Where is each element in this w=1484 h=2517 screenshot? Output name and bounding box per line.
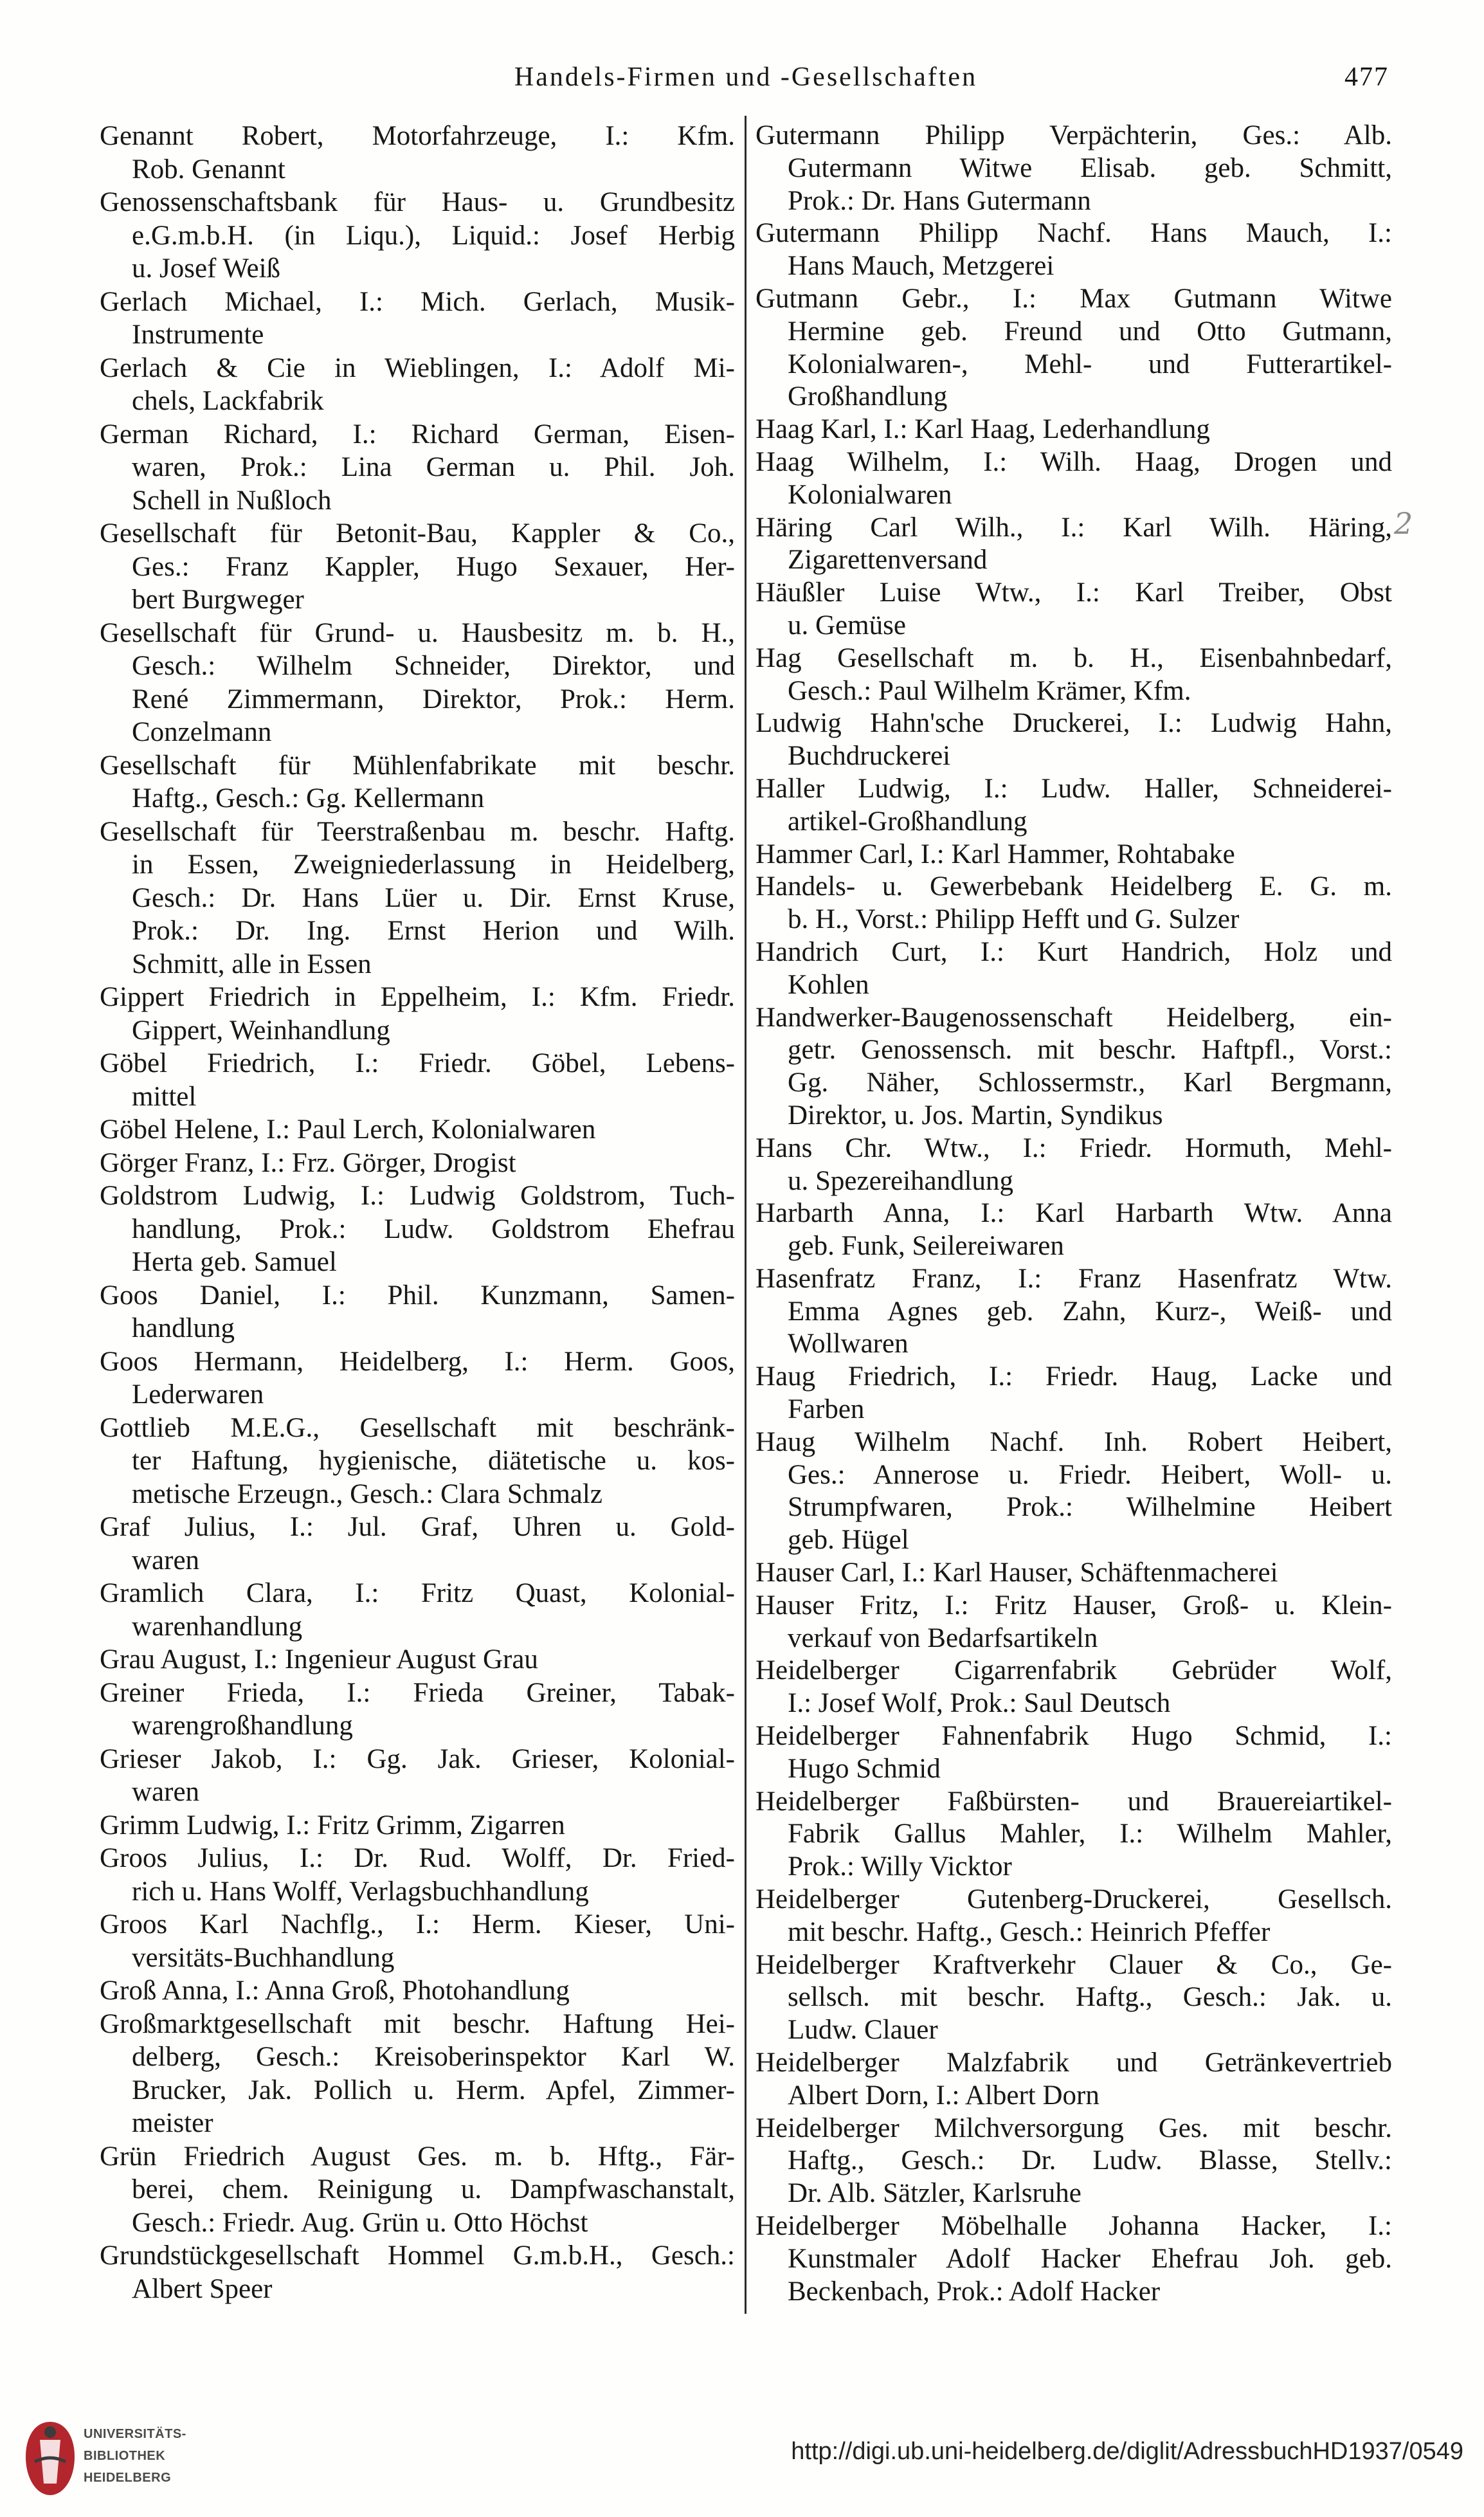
- directory-entry: [100, 1577, 735, 1643]
- entry-continuation-line: Prok.: Willy Vicktor: [788, 1851, 1012, 1882]
- entry-heading-line: Groos Julius, I.: Dr. Rud. Wolff, Dr. Fried-: [100, 1843, 735, 1873]
- entry-heading-line: Haag Karl, I.: Karl Haag, Lederhandlung: [756, 414, 1210, 445]
- entry-heading-line: Gutmann Gebr., I.: Max Gutmann Witwe: [756, 283, 1392, 314]
- entry-continuation-line: Instrumente: [132, 320, 264, 350]
- column-divider: [745, 116, 747, 2314]
- logo-text-line: HEIDELBERG: [84, 2471, 172, 2485]
- entry-continuation-line: waren: [132, 1545, 200, 1576]
- directory-entry: [100, 617, 735, 749]
- entry-continuation-line: Prok.: Dr. Ing. Ernst Herion und Wilh.: [132, 916, 735, 946]
- entry-continuation-line: Kolonialwaren: [788, 479, 952, 510]
- entry-heading-line: Hasenfratz Franz, I.: Franz Hasenfratz Wtw.: [756, 1263, 1392, 1294]
- directory-entry: [100, 981, 735, 1047]
- entry-heading-line: Gippert Friedrich in Eppelheim, I.: Kfm. Friedr.: [100, 982, 735, 1012]
- entry-continuation-line: sellsch. mit beschr. Haftg., Gesch.: Jak. u.: [788, 1982, 1392, 2013]
- directory-entry: [100, 1179, 735, 1279]
- directory-entry: [100, 1809, 735, 1842]
- entry-continuation-line: René Zimmermann, Direktor, Prok.: Herm.: [132, 684, 735, 714]
- directory-entry: [756, 2047, 1392, 2113]
- entry-continuation-line: Haftg., Gesch.: Dr. Ludw. Blasse, Stellv.:: [788, 2145, 1392, 2176]
- entry-continuation-line: Prok.: Dr. Hans Gutermann: [788, 185, 1091, 216]
- directory-entry: [100, 1113, 735, 1147]
- entry-continuation-line: Ludw. Clauer: [788, 2015, 938, 2046]
- entry-continuation-line: b. H., Vorst.: Philipp Hefft und G. Sulzer: [788, 904, 1240, 935]
- directory-entry: [100, 815, 735, 981]
- directory-entry: [100, 1643, 735, 1676]
- directory-entry: [756, 1557, 1392, 1590]
- source-url-link[interactable]: http://digi.ub.uni-heidelberg.de/diglit/AdressbuchHD1937/0549: [791, 2438, 1463, 2465]
- entry-heading-line: Heidelberger Faßbürsten- und Brauereiartikel-: [756, 1786, 1392, 1817]
- entry-heading-line: Häußler Luise Wtw., I.: Karl Treiber, Obst: [756, 577, 1392, 608]
- entry-continuation-line: Wollwaren: [788, 1329, 909, 1359]
- entry-continuation-line: getr. Genossensch. mit beschr. Haftpfl., Vorst.:: [788, 1035, 1392, 1066]
- entry-heading-line: Gesellschaft für Mühlenfabrikate mit beschr.: [100, 750, 735, 781]
- directory-entry: [756, 217, 1392, 283]
- left-column: [100, 120, 735, 2305]
- entry-continuation-line: Conzelmann: [132, 717, 272, 747]
- entry-continuation-line: waren, Prok.: Lina German u. Phil. Joh.: [132, 452, 735, 482]
- entry-heading-line: Harbarth Anna, I.: Karl Harbarth Wtw. Anna: [756, 1198, 1392, 1229]
- entry-continuation-line: Schmitt, alle in Essen: [132, 949, 372, 979]
- directory-entry: [756, 577, 1392, 642]
- directory-entry: [756, 642, 1392, 708]
- entry-heading-line: Handwerker-Baugenossenschaft Heidelberg, ein-: [756, 1002, 1392, 1033]
- entry-continuation-line: Gesch.: Friedr. Aug. Grün u. Otto Höchst: [132, 2207, 588, 2238]
- entry-continuation-line: u. Gemüse: [788, 610, 906, 641]
- entry-heading-line: Hans Chr. Wtw., I.: Friedr. Hormuth, Mehl-: [756, 1132, 1392, 1163]
- entry-heading-line: Heidelberger Möbelhalle Johanna Hacker, I.:: [756, 2211, 1392, 2241]
- entry-continuation-line: geb. Funk, Seilereiwaren: [788, 1231, 1064, 1262]
- entry-continuation-line: chels, Lackfabrik: [132, 386, 324, 416]
- entry-heading-line: Haag Wilhelm, I.: Wilh. Haag, Drogen und: [756, 446, 1392, 477]
- entry-heading-line: Greiner Frieda, I.: Frieda Greiner, Tabak-: [100, 1677, 735, 1708]
- entry-heading-line: Heidelberger Cigarrenfabrik Gebrüder Wolf,: [756, 1655, 1392, 1686]
- entry-continuation-line: Hugo Schmid: [788, 1753, 941, 1784]
- entry-continuation-line: Beckenbach, Prok.: Adolf Hacker: [788, 2276, 1161, 2307]
- entry-continuation-line: Strumpfwaren, Prok.: Wilhelmine Heibert: [788, 1492, 1392, 1523]
- entry-heading-line: Grau August, I.: Ingenieur August Grau: [100, 1644, 538, 1675]
- entry-continuation-line: Farben: [788, 1394, 865, 1425]
- entry-heading-line: Heidelberger Malzfabrik und Getränkevertrieb: [756, 2048, 1392, 2078]
- entry-continuation-line: Albert Speer: [132, 2273, 273, 2304]
- entry-continuation-line: warenhandlung: [132, 1611, 303, 1642]
- entry-continuation-line: Hermine geb. Freund und Otto Gutmann,: [788, 316, 1392, 347]
- entry-heading-line: Goos Daniel, I.: Phil. Kunzmann, Samen-: [100, 1280, 735, 1311]
- entry-continuation-line: Direktor, u. Jos. Martin, Syndikus: [788, 1100, 1163, 1131]
- entry-heading-line: Heidelberger Gutenberg-Druckerei, Gesellsch.: [756, 1884, 1392, 1915]
- entry-heading-line: Gerlach & Cie in Wieblingen, I.: Adolf Mi-: [100, 352, 735, 383]
- entry-heading-line: Handels- u. Gewerbebank Heidelberg E. G. m.: [756, 871, 1392, 902]
- entry-continuation-line: Gesch.: Wilhelm Schneider, Direktor, und: [132, 651, 735, 681]
- entry-heading-line: Haller Ludwig, I.: Ludw. Haller, Schneiderei-: [756, 773, 1392, 804]
- entry-continuation-line: Zigarettenversand: [788, 545, 988, 576]
- right-column: [756, 120, 1392, 2308]
- directory-entry: [100, 749, 735, 815]
- directory-entry: [756, 1949, 1392, 2047]
- entry-heading-line: Großmarktgesellschaft mit beschr. Haftung Hei-: [100, 2008, 735, 2039]
- entry-continuation-line: bert Burgweger: [132, 585, 304, 615]
- entry-heading-line: Goldstrom Ludwig, I.: Ludwig Goldstrom, Tuch-: [100, 1181, 735, 1211]
- entry-continuation-line: handlung: [132, 1313, 235, 1343]
- entry-continuation-line: Emma Agnes geb. Zahn, Kurz-, Weiß- und: [788, 1296, 1392, 1327]
- entry-heading-line: Genossenschaftsbank für Haus- u. Grundbesitz: [100, 187, 735, 217]
- entry-heading-line: Gutermann Philipp Verpächterin, Ges.: Alb.: [756, 120, 1392, 150]
- entry-continuation-line: Gutermann Witwe Elisab. geb. Schmitt,: [788, 152, 1392, 183]
- entry-continuation-line: Lederwaren: [132, 1379, 264, 1410]
- entry-continuation-line: metische Erzeugn., Gesch.: Clara Schmalz: [132, 1478, 602, 1509]
- directory-entry: [100, 1412, 735, 1511]
- directory-entry: [756, 1361, 1392, 1426]
- entry-continuation-line: Albert Dorn, I.: Albert Dorn: [788, 2080, 1099, 2111]
- directory-entry: [756, 446, 1392, 512]
- entry-continuation-line: Gg. Näher, Schlossermstr., Karl Bergmann,: [788, 1068, 1392, 1098]
- entry-heading-line: Gesellschaft für Betonit-Bau, Kappler & Co.,: [100, 518, 735, 549]
- entry-heading-line: Graf Julius, I.: Jul. Graf, Uhren u. Gold-: [100, 1512, 735, 1542]
- directory-entry: [100, 1743, 735, 1809]
- directory-entry: [100, 1511, 735, 1577]
- entry-heading-line: Gutermann Philipp Nachf. Hans Mauch, I.:: [756, 218, 1392, 249]
- directory-entry: [756, 707, 1392, 773]
- directory-entry: [756, 512, 1392, 577]
- directory-entry: [756, 936, 1392, 1002]
- directory-entry: [756, 2113, 1392, 2210]
- entry-continuation-line: Dr. Alb. Sätzler, Karlsruhe: [788, 2178, 1081, 2209]
- entry-heading-line: Gesellschaft für Grund- u. Hausbesitz m. b. H.,: [100, 617, 735, 648]
- entry-continuation-line: versitäts-Buchhandlung: [132, 1942, 395, 1973]
- entry-continuation-line: I.: Josef Wolf, Prok.: Saul Deutsch: [788, 1688, 1171, 1719]
- entry-heading-line: Göbel Helene, I.: Paul Lerch, Kolonialwaren: [100, 1114, 596, 1145]
- directory-entry: [756, 773, 1392, 839]
- entry-heading-line: Gottlieb M.E.G., Gesellschaft mit beschränk-: [100, 1412, 735, 1443]
- entry-continuation-line: Herta geb. Samuel: [132, 1247, 337, 1277]
- library-logo-icon: [22, 2417, 78, 2500]
- directory-entry: [100, 2239, 735, 2305]
- entry-heading-line: Haug Wilhelm Nachf. Inh. Robert Heibert,: [756, 1426, 1392, 1457]
- entry-heading-line: Ludwig Hahn'sche Druckerei, I.: Ludwig Hahn,: [756, 708, 1392, 739]
- page-number: 477: [1344, 62, 1389, 92]
- directory-entry: [756, 1720, 1392, 1786]
- entry-continuation-line: Ges.: Franz Kappler, Hugo Sexauer, Her-: [132, 551, 735, 582]
- entry-heading-line: Haug Friedrich, I.: Friedr. Haug, Lacke und: [756, 1361, 1392, 1392]
- directory-entry: [756, 283, 1392, 413]
- entry-continuation-line: artikel-Großhandlung: [788, 806, 1027, 837]
- handwritten-margin-note: 2: [1394, 506, 1413, 541]
- entry-heading-line: Heidelberger Milchversorgung Ges. mit beschr.: [756, 2113, 1392, 2143]
- page-title: Handels-Firmen und -Gesellschaften: [514, 62, 978, 92]
- entry-heading-line: Hauser Fritz, I.: Fritz Hauser, Groß- u. Klein-: [756, 1590, 1392, 1621]
- entry-continuation-line: Brucker, Jak. Pollich u. Herm. Apfel, Zimmer-: [132, 2075, 735, 2105]
- directory-entry: [100, 1676, 735, 1743]
- entry-heading-line: Gerlach Michael, I.: Mich. Gerlach, Musik-: [100, 286, 735, 317]
- entry-continuation-line: geb. Hügel: [788, 1525, 909, 1556]
- library-logo-text: [84, 2423, 186, 2489]
- entry-heading-line: Groos Karl Nachflg., I.: Herm. Kieser, Uni-: [100, 1909, 735, 1940]
- directory-entry: [100, 1842, 735, 1908]
- entry-continuation-line: u. Spezereihandlung: [788, 1165, 1014, 1196]
- directory-entry: [100, 1345, 735, 1412]
- entry-continuation-line: berei, chem. Reinigung u. Dampfwaschanstalt,: [132, 2174, 735, 2204]
- directory-entry: [756, 1590, 1392, 1655]
- entry-heading-line: Goos Hermann, Heidelberg, I.: Herm. Goos,: [100, 1346, 735, 1377]
- entry-heading-line: Gesellschaft für Teerstraßenbau m. beschr. Haftg.: [100, 816, 735, 847]
- entry-heading-line: Handrich Curt, I.: Kurt Handrich, Holz und: [756, 936, 1392, 967]
- entry-heading-line: German Richard, I.: Richard German, Eisen-: [100, 419, 735, 450]
- entry-continuation-line: verkauf von Bedarfsartikeln: [788, 1622, 1098, 1653]
- directory-entry: [756, 871, 1392, 936]
- entry-continuation-line: Gesch.: Dr. Hans Lüer u. Dir. Ernst Kruse,: [132, 882, 735, 913]
- entry-continuation-line: e.G.m.b.H. (in Liqu.), Liquid.: Josef Herbig: [132, 220, 735, 251]
- directory-entry: [756, 1197, 1392, 1263]
- entry-continuation-line: mittel: [132, 1081, 197, 1112]
- directory-entry: [756, 1263, 1392, 1361]
- entry-continuation-line: handlung, Prok.: Ludw. Goldstrom Ehefrau: [132, 1213, 735, 1244]
- entry-continuation-line: delberg, Gesch.: Kreisoberinspektor Karl W.: [132, 2042, 735, 2072]
- directory-entry: [100, 1908, 735, 1974]
- entry-continuation-line: Buchdruckerei: [788, 741, 951, 772]
- entry-continuation-line: Gippert, Weinhandlung: [132, 1015, 390, 1046]
- entry-continuation-line: Kunstmaler Adolf Hacker Ehefrau Joh. geb.: [788, 2243, 1392, 2274]
- entry-heading-line: Häring Carl Wilh., I.: Karl Wilh. Häring,: [756, 512, 1392, 543]
- entry-continuation-line: Fabrik Gallus Mahler, I.: Wilhelm Mahler,: [788, 1819, 1392, 1849]
- entry-heading-line: Göbel Friedrich, I.: Friedr. Göbel, Lebens-: [100, 1048, 735, 1078]
- entry-continuation-line: warengroßhandlung: [132, 1711, 353, 1741]
- directory-entry: [756, 1002, 1392, 1132]
- entry-continuation-line: in Essen, Zweigniederlassung in Heidelberg,: [132, 850, 735, 880]
- directory-entry: [100, 186, 735, 286]
- entry-heading-line: Görger Franz, I.: Frz. Görger, Drogist: [100, 1147, 516, 1178]
- entry-heading-line: Grundstückgesellschaft Hommel G.m.b.H., Gesch.:: [100, 2240, 735, 2271]
- directory-entry: [100, 352, 735, 418]
- entry-continuation-line: ter Haftung, hygienische, diätetische u. kos-: [132, 1446, 735, 1476]
- entry-heading-line: Hag Gesellschaft m. b. H., Eisenbahnbedarf,: [756, 642, 1392, 673]
- entry-continuation-line: Kolonialwaren-, Mehl- und Futterartikel-: [788, 349, 1392, 379]
- entry-continuation-line: Kohlen: [788, 969, 869, 1000]
- entry-heading-line: Grimm Ludwig, I.: Fritz Grimm, Zigarren: [100, 1810, 565, 1840]
- directory-entry: [100, 120, 735, 186]
- directory-entry: [756, 1786, 1392, 1884]
- entry-continuation-line: Rob. Genannt: [132, 154, 285, 185]
- directory-entry: [756, 839, 1392, 871]
- directory-entry: [100, 286, 735, 352]
- entry-heading-line: Grün Friedrich August Ges. m. b. Hftg., Fär-: [100, 2141, 735, 2172]
- directory-entry: [756, 1426, 1392, 1557]
- entry-continuation-line: meister: [132, 2108, 213, 2138]
- entry-continuation-line: waren: [132, 1777, 200, 1807]
- entry-heading-line: Hammer Carl, I.: Karl Hammer, Rohtabake: [756, 839, 1235, 869]
- directory-entry: [100, 1974, 735, 2008]
- directory-entry: [100, 517, 735, 617]
- directory-entry: [100, 1147, 735, 1180]
- entry-continuation-line: Großhandlung: [788, 381, 948, 412]
- directory-entry: [756, 1132, 1392, 1198]
- directory-entry: [756, 1655, 1392, 1720]
- directory-entry: [756, 120, 1392, 217]
- entry-heading-line: Hauser Carl, I.: Karl Hauser, Schäftenmacherei: [756, 1558, 1278, 1588]
- entry-heading-line: Heidelberger Fahnenfabrik Hugo Schmid, I.:: [756, 1721, 1392, 1752]
- entry-continuation-line: Haftg., Gesch.: Gg. Kellermann: [132, 783, 485, 813]
- entry-heading-line: Grieser Jakob, I.: Gg. Jak. Grieser, Kolonial-: [100, 1743, 735, 1774]
- entry-continuation-line: mit beschr. Haftg., Gesch.: Heinrich Pfeffer: [788, 1916, 1271, 1947]
- entry-continuation-line: Hans Mauch, Metzgerei: [788, 251, 1054, 282]
- directory-entry: [100, 1047, 735, 1113]
- logo-text-line: BIBLIOTHEK: [84, 2449, 166, 2463]
- entry-heading-line: Groß Anna, I.: Anna Groß, Photohandlung: [100, 1976, 570, 2006]
- entry-continuation-line: Gesch.: Paul Wilhelm Krämer, Kfm.: [788, 675, 1191, 706]
- entry-continuation-line: Schell in Nußloch: [132, 485, 332, 516]
- directory-entry: [100, 2140, 735, 2240]
- directory-entry: [100, 1279, 735, 1345]
- entry-continuation-line: rich u. Hans Wolff, Verlagsbuchhandlung: [132, 1876, 589, 1907]
- entry-heading-line: Genannt Robert, Motorfahrzeuge, I.: Kfm.: [100, 121, 735, 151]
- directory-entry: [756, 1884, 1392, 1949]
- directory-entry: [100, 2008, 735, 2140]
- entry-continuation-line: Ges.: Annerose u. Friedr. Heibert, Woll- u.: [788, 1459, 1392, 1490]
- entry-continuation-line: u. Josef Weiß: [132, 253, 281, 284]
- directory-entry: [100, 418, 735, 518]
- entry-heading-line: Heidelberger Kraftverkehr Clauer & Co., Ge-: [756, 1949, 1392, 1980]
- logo-text-line: UNIVERSITÄTS-: [84, 2427, 186, 2441]
- directory-entry: [756, 2210, 1392, 2308]
- directory-entry: [756, 413, 1392, 446]
- entry-heading-line: Gramlich Clara, I.: Fritz Quast, Kolonial-: [100, 1578, 735, 1608]
